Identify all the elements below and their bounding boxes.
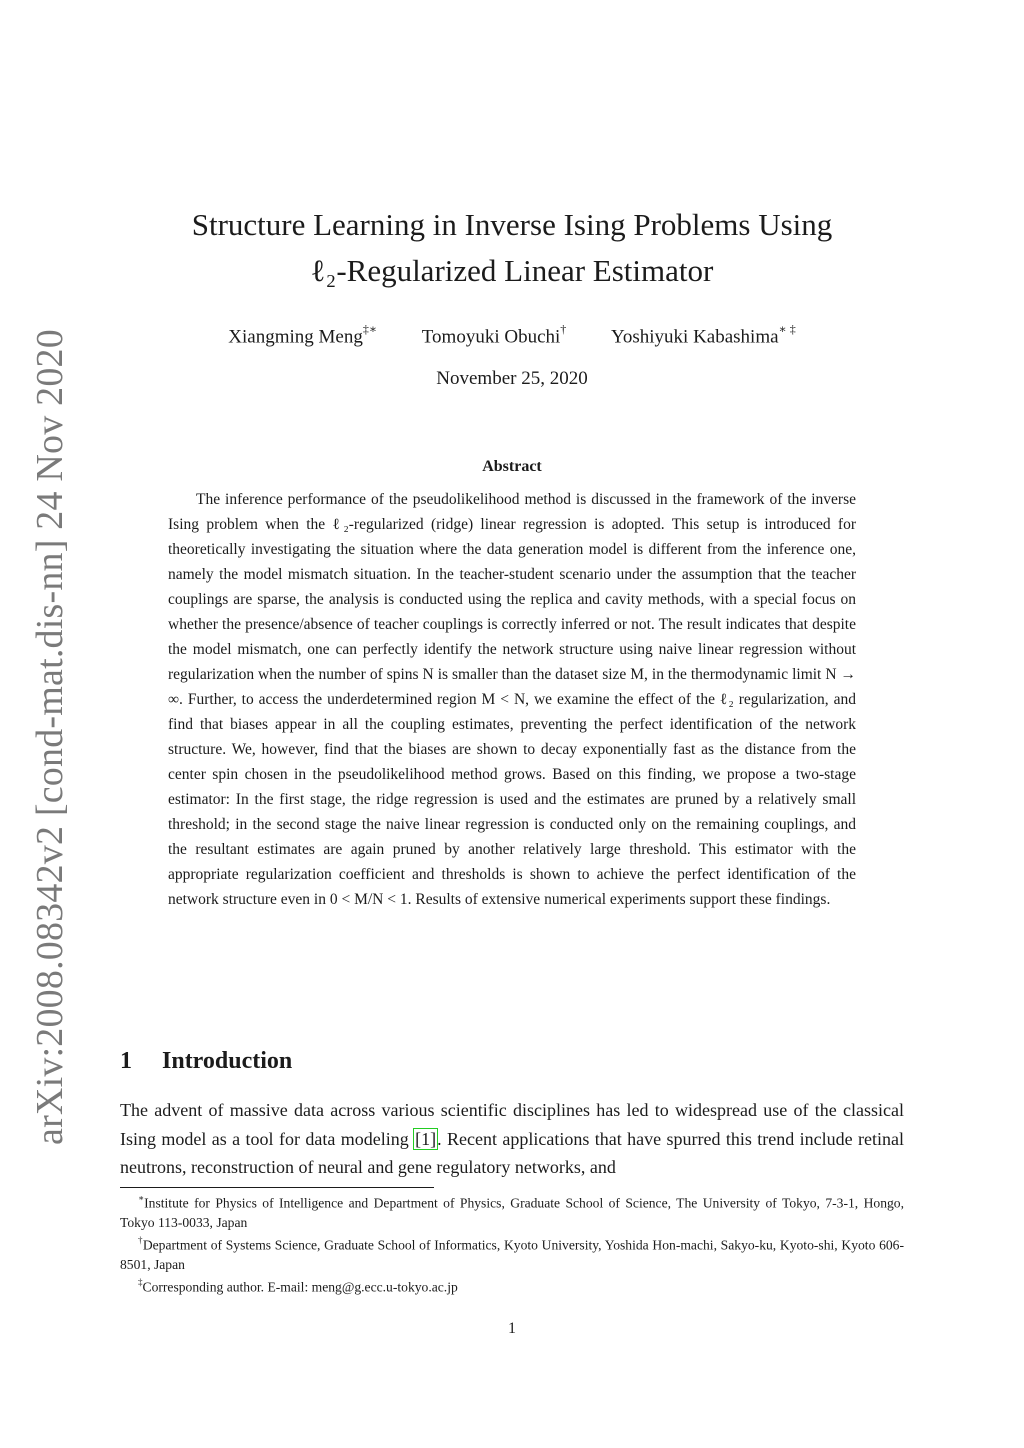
footnote xyxy=(120,1232,904,1274)
author-affiliation-marks: ‡∗ xyxy=(362,322,378,336)
footnote-mark: ‡ xyxy=(138,1277,143,1288)
author-name: Xiangming Meng xyxy=(228,326,363,348)
section-heading xyxy=(120,1046,292,1076)
author-list xyxy=(0,318,1024,350)
footnote-mark: ∗ xyxy=(138,1193,145,1203)
citation-link[interactable]: [1] xyxy=(415,1128,437,1149)
footnote-text: Corresponding author. E-mail: meng@g.ecc.u-tokyo.ac.jp xyxy=(142,1279,458,1295)
intro-text-before-cite: The advent of massive data across various scientific disciplines has led to widespread use of the classical Ising model as a tool for data modeling xyxy=(120,1100,904,1149)
intro-text-after-cite: . Recent applications that have spurred this trend include retinal neutrons, reconstruction of neural and gene regulatory networks, and xyxy=(120,1128,904,1177)
intro-paragraph xyxy=(120,1096,904,1182)
paper-date: November 25, 2020 xyxy=(436,368,588,389)
title-line-1: Structure Learning in Inverse Ising Problems Using xyxy=(191,207,833,242)
section-title: Introduction xyxy=(162,1048,293,1074)
author-affiliation-marks: † xyxy=(560,322,567,336)
abstract-text: The inference performance of the pseudolikelihood method is discussed in the framework of the inverse Ising problem when the ℓ₂-regularized (ridge) linear regression is adopted. This setup is introduced for theoretically investigating the situation where the data generation model is different from the inference one, namely the model mismatch situation. In the teacher-student scenario under the assumption that the teacher couplings are sparse, the analysis is conducted using the replica and cavity methods, with a special focus on whether the presence/absence of teacher couplings is correctly inferred or not. The result indicates that despite the model mismatch, one can perfectly identify the network structure using naive linear regression without regularization when the number of spins N is smaller than the dataset size M, in the thermodynamic limit N → ∞. Further, to access the underdetermined region M < N, we examine the effect of the ℓ₂ regularization, and find that biases appear in all the coupling estimates, preventing the perfect identification of the network structure. We, however, find that the biases are shown to decay exponentially fast as the distance from the center spin chosen in the pseudolikelihood method grows. Based on this finding, we propose a two-stage estimator: In the first stage, the ridge regression is used and the estimates are pruned by a relatively small threshold; in the second stage the naive linear regression is conducted only on the remaining couplings, and the resultant estimates are again pruned by another relatively large threshold. This estimator with the appropriate regularization coefficient and thresholds is shown to achieve the perfect identification of the network structure even in 0 < M/N < 1. Results of extensive numerical experiments support these findings. xyxy=(168,491,856,908)
page-number: 1 xyxy=(508,1320,516,1337)
title-line-2: ℓ₂-Regularized Linear Estimator xyxy=(310,253,714,288)
arxiv-side-stamp: arXiv:2008.08342v2 [cond-mat.dis-nn] 24 Nov 2020 xyxy=(29,329,71,1145)
footnote-text: Department of Systems Science, Graduate School of Informatics, Kyoto University, Yoshida Hon-machi, Sakyo-ku, Kyoto-shi, Kyoto 606-8501, Japan xyxy=(120,1237,904,1272)
author xyxy=(422,318,567,350)
author-affiliation-marks: ∗ ‡ xyxy=(778,322,796,336)
footnote-text: Institute for Physics of Intelligence and Department of Physics, Graduate School of Science, The University of Tokyo, 7-3-1, Hongo, Tokyo 113-0033, Japan xyxy=(120,1195,904,1230)
abstract-heading: Abstract xyxy=(482,458,542,475)
footnote-divider xyxy=(120,1187,434,1188)
author-name: Yoshiyuki Kabashima xyxy=(611,326,779,348)
footnote xyxy=(120,1190,904,1232)
author xyxy=(611,318,796,350)
footnote xyxy=(120,1274,904,1297)
author-name: Tomoyuki Obuchi xyxy=(421,326,561,348)
paper-title xyxy=(0,202,1024,294)
author xyxy=(228,318,377,350)
section-number: 1 xyxy=(120,1048,132,1074)
footnote-mark: † xyxy=(138,1235,143,1246)
footnotes xyxy=(120,1190,904,1297)
